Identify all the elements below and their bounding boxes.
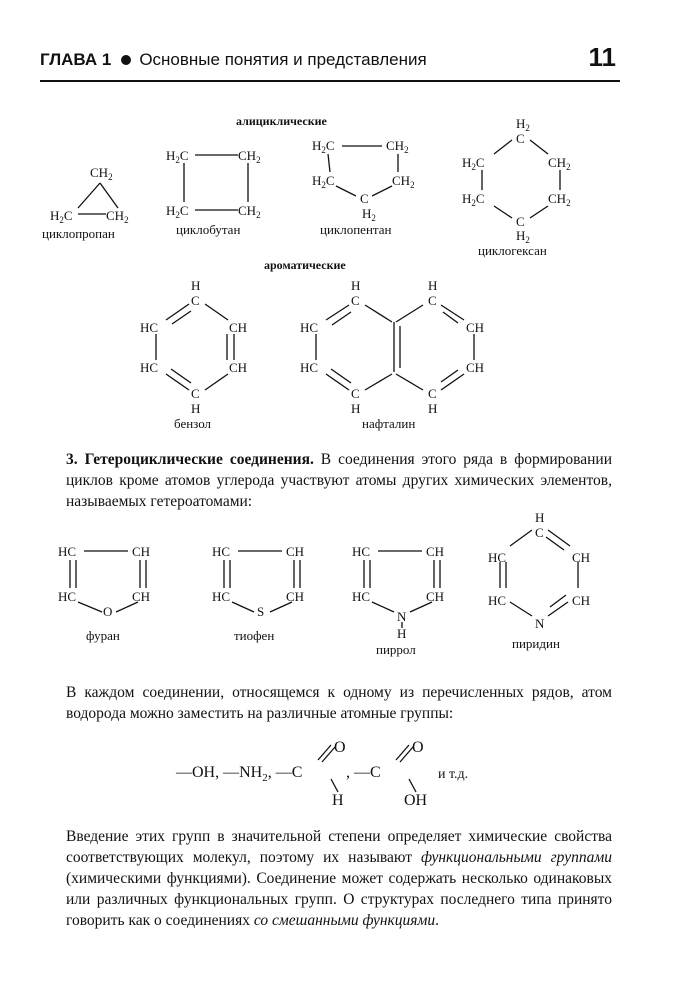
svg-text:CH: CH xyxy=(286,544,305,559)
svg-text:H2: $H_2$ xyxy=(362,206,376,223)
svg-text:CH2: $CH_2$ xyxy=(386,138,409,155)
caption-naphthalene: нафталин xyxy=(362,416,416,431)
svg-text:H2: $H_2$ xyxy=(516,116,530,133)
svg-text:C: C xyxy=(516,214,525,229)
svg-text:HC: HC xyxy=(300,320,319,335)
caption-cyclopentane: циклопентан xyxy=(320,222,392,237)
caption-furan: фуран xyxy=(86,628,120,643)
page-number: 11 xyxy=(588,42,616,72)
chapter-title: Основные понятия и представления xyxy=(139,50,427,69)
caption-thiophene: тиофен xyxy=(234,628,275,643)
svg-text:H: H xyxy=(397,626,407,641)
svg-text:CH: CH xyxy=(466,320,485,335)
svg-text:HC: HC xyxy=(352,589,371,604)
svg-text:OH: OH xyxy=(404,792,428,809)
svg-text:H: H xyxy=(191,278,201,293)
svg-text:CH2: $CH_2$ xyxy=(90,165,113,182)
svg-text:H2C: $H_2C$ xyxy=(312,173,335,190)
svg-text:H: H xyxy=(191,401,201,416)
svg-text:CH: CH xyxy=(572,593,591,608)
functional-paragraph xyxy=(66,826,612,931)
svg-text:CH2: $CH_2$ xyxy=(106,208,129,225)
aromatic-heading: ароматические xyxy=(264,258,346,272)
svg-text:CH: CH xyxy=(132,544,151,559)
functional-italic-1: функциональными группами xyxy=(421,849,612,866)
svg-text:C: C xyxy=(191,386,200,401)
svg-text:N: N xyxy=(397,609,407,624)
svg-text:H2: $H_2$ xyxy=(516,228,530,245)
svg-text:HC: HC xyxy=(58,544,77,559)
svg-text:C: C xyxy=(351,293,360,308)
svg-text:C: C xyxy=(351,386,360,401)
svg-text:CH: CH xyxy=(132,589,151,604)
svg-text:H: H xyxy=(535,510,545,525)
svg-text:HC: HC xyxy=(212,589,231,604)
svg-text:S: S xyxy=(257,604,265,619)
caption-cyclohexane: циклогексан xyxy=(478,243,547,258)
caption-pyrrole: пиррол xyxy=(376,642,416,657)
svg-text:HC: HC xyxy=(300,360,319,375)
etc-label: и т.д. xyxy=(438,767,469,782)
functional-text-3: . xyxy=(435,912,440,929)
functional-italic-2: со смешанными функциями xyxy=(253,912,436,929)
svg-text:H2C: $H_2C$ xyxy=(462,191,485,208)
svg-text:O: O xyxy=(334,739,346,756)
svg-text:C: C xyxy=(535,525,544,540)
svg-text:H2C: $H_2C$ xyxy=(462,155,485,172)
caption-pyridine: пиридин xyxy=(512,636,560,651)
svg-text:O: O xyxy=(103,604,113,619)
caption-cyclopropane: циклопропан xyxy=(42,226,115,241)
svg-text:C: C xyxy=(428,293,437,308)
svg-text:HC: HC xyxy=(140,360,159,375)
svg-text:H2C: $H_2C$ xyxy=(166,203,189,220)
svg-text:CH: CH xyxy=(286,589,305,604)
svg-text:CH: CH xyxy=(426,589,445,604)
svg-text:H: H xyxy=(351,401,361,416)
svg-text:C: C xyxy=(191,293,200,308)
svg-text:H2C: $H_2C$ xyxy=(312,138,335,155)
svg-text:H: H xyxy=(351,278,361,293)
functional-text-1: Введение этих групп в значительной степени определяет химические свойства соответствующих молекул, поэтому их называют xyxy=(66,828,612,866)
svg-text:—OH, —NH2, —C: —OH, $—NH_2$, —C xyxy=(176,764,303,784)
svg-text:H: H xyxy=(428,278,438,293)
svg-text:CH: CH xyxy=(426,544,445,559)
heterocycles-heading: 3. Гетероциклические соединения. xyxy=(66,451,314,468)
svg-text:C: C xyxy=(428,386,437,401)
svg-text:H2C: $H_2C$ xyxy=(166,148,189,165)
svg-text:CH2: $CH_2$ xyxy=(392,173,415,190)
svg-text:H: H xyxy=(332,792,344,809)
svg-text:CH: CH xyxy=(229,360,248,375)
caption-cyclobutane: циклобутан xyxy=(176,222,241,237)
svg-text:H: H xyxy=(428,401,438,416)
groups-paragraph xyxy=(66,682,612,724)
caption-benzene: бензол xyxy=(174,416,212,431)
svg-text:CH: CH xyxy=(229,320,248,335)
svg-text:CH2: $CH_2$ xyxy=(238,148,261,165)
svg-text:CH2: $CH_2$ xyxy=(548,191,571,208)
svg-text:O: O xyxy=(412,739,424,756)
svg-text:HC: HC xyxy=(58,589,77,604)
heterocycles-text: В соединения этого ряда в формировании циклов кроме атомов углерода участвуют атомы других химических элементов, называемых гетероатомами: xyxy=(66,451,612,510)
svg-text:HC: HC xyxy=(488,550,507,565)
svg-text:CH: CH xyxy=(466,360,485,375)
svg-text:HC: HC xyxy=(212,544,231,559)
chapter-label: ГЛАВА 1 xyxy=(40,50,112,69)
svg-text:N: N xyxy=(535,616,545,631)
svg-text:CH2: $CH_2$ xyxy=(548,155,571,172)
alicyclic-heading: алициклические xyxy=(236,114,327,128)
svg-text:, —C: , —C xyxy=(346,764,381,781)
svg-text:H2C: $H_2C$ xyxy=(50,208,73,225)
functional-text-2: (химическими функциями). Соединение может содержать несколько одинаковых или различных функциональных групп. О структурах последнего типа принято говорить как о соединениях xyxy=(66,870,612,929)
svg-text:HC: HC xyxy=(488,593,507,608)
svg-text:CH2: $CH_2$ xyxy=(238,203,261,220)
heterocycles-paragraph xyxy=(66,449,612,512)
svg-text:HC: HC xyxy=(352,544,371,559)
svg-text:HC: HC xyxy=(140,320,159,335)
svg-text:C: C xyxy=(360,191,369,206)
svg-text:CH: CH xyxy=(572,550,591,565)
svg-text:C: C xyxy=(516,131,525,146)
groups-text: В каждом соединении, относящемся к одному из перечисленных рядов, атом водорода можно заместить на различные атомные группы: xyxy=(66,684,612,722)
